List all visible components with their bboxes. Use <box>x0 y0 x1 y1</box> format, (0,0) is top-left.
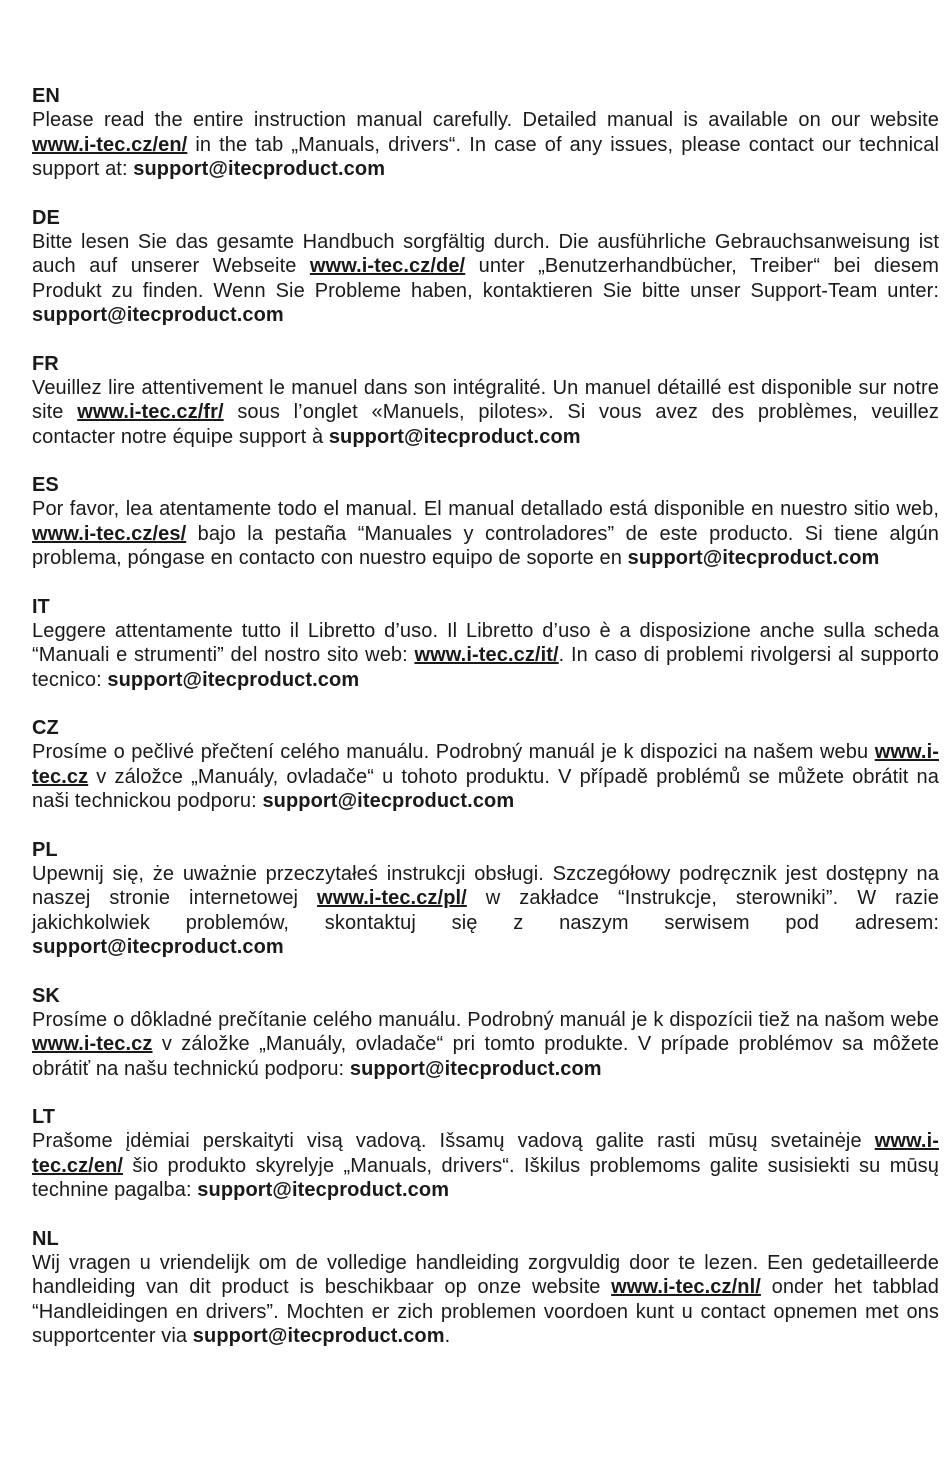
text-end: . <box>444 1325 451 1347</box>
website-link[interactable]: www.i-tec.cz/nl/ <box>611 1276 761 1298</box>
section-es <box>32 473 939 571</box>
support-email: support@itecproduct.com <box>133 158 386 180</box>
language-code: LT <box>32 1106 55 1128</box>
section-lt <box>32 1105 939 1203</box>
language-code: ES <box>32 474 59 496</box>
section-de <box>32 206 939 328</box>
text-part: Prosíme o dôkladné prečítanie celého manuálu. Podrobný manuál je k dispozícii tiež na našom webe <box>32 1008 939 1031</box>
text-part: Bitte lesen Sie das gesamte Handbuch sorgfältig durch. Die ausführliche Gebrauchsanweisung ist auch auf unserer Webseite <box>32 230 939 277</box>
language-code: SK <box>32 984 60 1007</box>
website-link[interactable]: www.i-tec.cz/en/ <box>32 1130 939 1177</box>
support-email: support@itecproduct.com <box>349 1057 602 1080</box>
website-link[interactable]: www.i-tec.cz <box>32 741 939 788</box>
instruction-text <box>32 1251 939 1349</box>
language-code: IT <box>32 595 50 618</box>
text-part: Prašome įdėmiai perskaityti visą vadovą. Išsamų vadovą galite rasti mūsų svetainėje <box>32 1130 875 1152</box>
website-link[interactable]: www.i-tec.cz <box>32 1033 153 1055</box>
support-email: support@itecproduct.com <box>328 425 581 448</box>
support-email: support@itecproduct.com <box>32 304 284 326</box>
text-part: bajo la pestaña “Manuales y controladores” de este producto. Si tiene algún problema, póngase en contacto con nuestro equipo de soporte en <box>32 522 939 569</box>
website-link[interactable]: www.i-tec.cz/it/ <box>414 644 559 666</box>
text-part: šio produkto skyrelyje „Manuals, drivers“. Iškilus problemoms galite susisiekti su mūsų technine pagalba: <box>32 1154 939 1201</box>
support-email: support@itecproduct.com <box>627 547 880 569</box>
website-link[interactable]: www.i-tec.cz/de/ <box>309 255 466 277</box>
section-en <box>32 84 939 182</box>
text-part: . In caso di problemi rivolgersi al supporto tecnico: <box>32 644 939 691</box>
language-code: PL <box>32 838 58 861</box>
support-email: support@itecproduct.com <box>197 1179 450 1201</box>
text-part: Please read the entire instruction manual carefully. Detailed manual is available on our website <box>32 109 939 131</box>
text-part: w zakładce “Instrukcje, sterowniki”. W razie jakichkolwiek problemów, skontaktuj się z naszym serwisem pod adresem: <box>32 887 939 934</box>
support-email: support@itecproduct.com <box>192 1325 445 1347</box>
support-email: support@itecproduct.com <box>262 790 515 812</box>
language-code: CZ <box>32 717 59 739</box>
section-fr <box>32 352 939 450</box>
text-part: unter „Benutzerhandbücher, Treiber“ bei diesem Produkt zu finden. Wenn Sie Probleme haben, kontaktieren Sie bitte unser Support-Team unter: <box>32 255 939 302</box>
text-part: Prosíme o pečlivé přečtení celého manuálu. Podrobný manuál je k dispozici na našem webu <box>32 741 875 763</box>
text-part: Veuillez lire attentivement le manuel dans son intégralité. Un manuel détaillé est disponible sur notre site <box>32 376 939 423</box>
text-part: v záložke „Manuály, ovladače“ pri tomto produkte. V prípade problémov sa môžete obrátiť na našu technickú podporu: <box>32 1033 939 1080</box>
text-part: sous l’onglet «Manuels, pilotes». Si vous avez des problèmes, veuillez contacter notre équipe support à <box>32 401 939 448</box>
text-part: Wij vragen u vriendelijk om de volledige handleiding zorgvuldig door te lezen. Een gedetailleerde handleiding van dit product is beschikbaar op onze website <box>32 1251 939 1298</box>
support-email: support@itecproduct.com <box>107 668 360 691</box>
instruction-text <box>32 230 939 328</box>
instruction-text <box>32 497 939 571</box>
instruction-text <box>32 862 939 960</box>
section-pl <box>32 838 939 960</box>
website-link[interactable]: www.i-tec.cz/pl/ <box>317 887 467 909</box>
instruction-text <box>32 1129 939 1203</box>
website-link[interactable]: www.i-tec.cz/es/ <box>32 522 187 545</box>
section-cz <box>32 716 939 814</box>
instruction-text <box>32 1008 939 1082</box>
language-code: FR <box>32 352 59 375</box>
section-sk <box>32 984 939 1082</box>
text-part: Por favor, lea atentamente todo el manual. El manual detallado está disponible en nuestro sitio web, <box>32 498 939 520</box>
section-it <box>32 595 939 693</box>
language-code: NL <box>32 1227 59 1250</box>
website-link[interactable]: www.i-tec.cz/fr/ <box>77 401 224 423</box>
instruction-text <box>32 376 939 450</box>
section-nl <box>32 1227 939 1349</box>
text-part: Leggere attentamente tutto il Libretto d’uso. Il Libretto d’uso è a disposizione anche sulla scheda “Manuali e strumenti” del nostro sito web: <box>32 619 939 666</box>
text-part: v záložce „Manuály, ovladače“ u tohoto produktu. V případě problémů se můžete obrátit na naši technickou podporu: <box>32 765 939 812</box>
language-code: DE <box>32 206 60 229</box>
text-part: onder het tabblad “Handleidingen en drivers”. Mochten er zich problemen voordoen kunt u contact opnemen met ons supportcenter via <box>32 1276 940 1347</box>
instruction-text <box>32 619 939 693</box>
instruction-text <box>32 108 939 182</box>
website-link[interactable]: www.i-tec.cz/en/ <box>32 133 188 156</box>
text-part: in the tab „Manuals, drivers“. In case of any issues, please contact our technical support at: <box>32 133 939 180</box>
text-part: Upewnij się, że uważnie przeczytałeś instrukcji obsługi. Szczegółowy podręcznik jest dostępny na naszej stronie internetowej <box>32 862 939 909</box>
instruction-text <box>32 740 939 814</box>
language-code: EN <box>32 85 60 107</box>
support-email: support@itecproduct.com <box>32 936 284 958</box>
